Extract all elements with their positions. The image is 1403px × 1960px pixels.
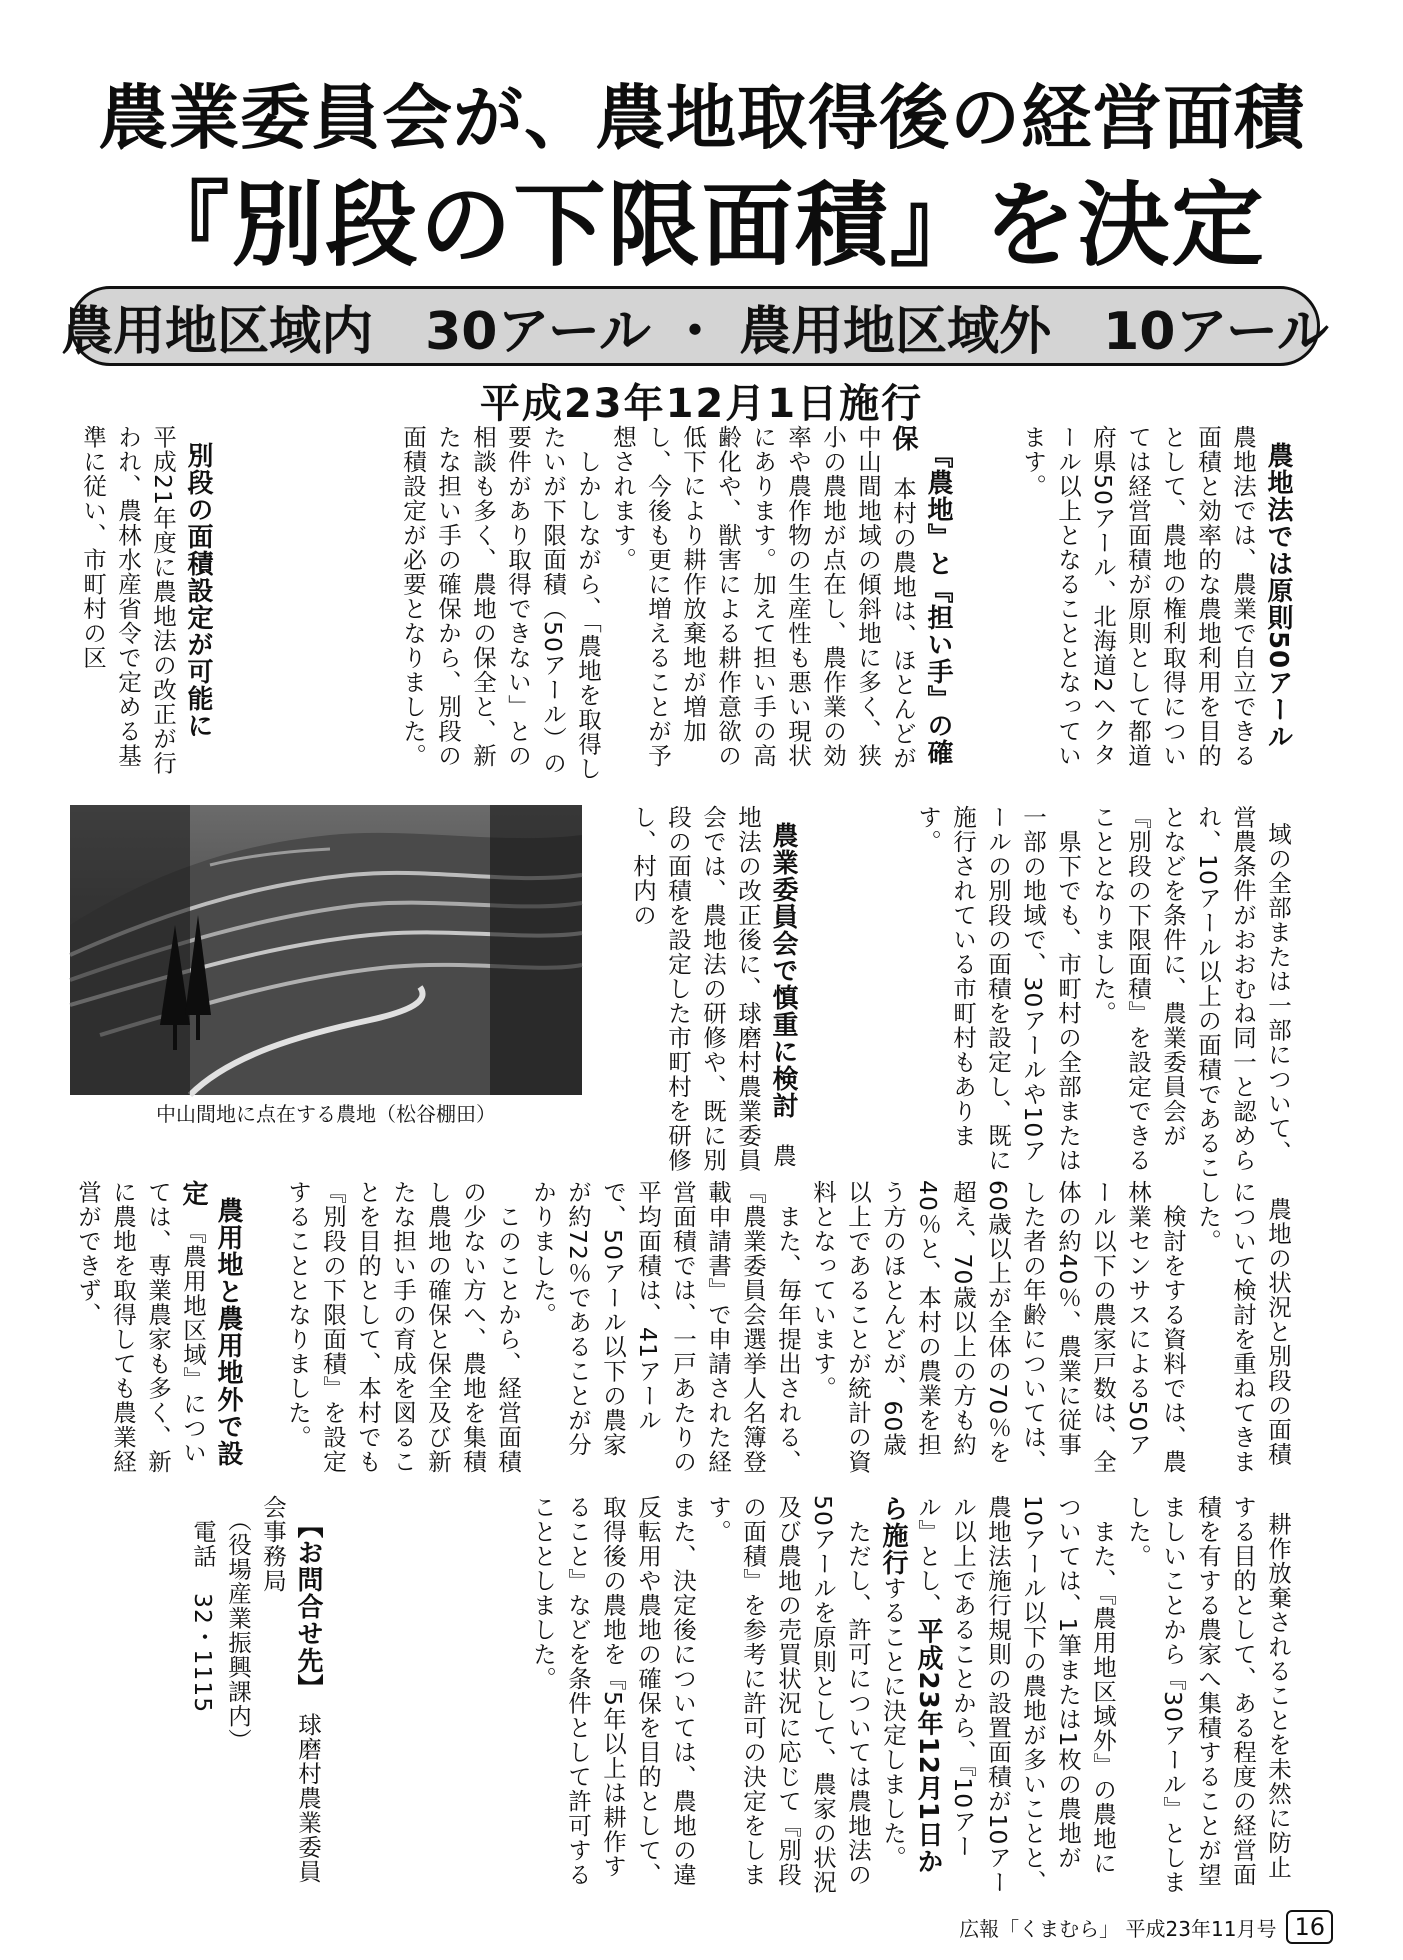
section-heading: 農業委員会で慎重に検討 <box>768 821 798 1119</box>
section-heading: 別段の面積設定が可能に <box>183 441 213 739</box>
section-heading: 農用地と農用地外で設定 <box>178 1180 243 1467</box>
section-survey-findings <box>284 1180 1330 1480</box>
section-body: 農地法の改正後に、球磨村農業委員会では、農地法の研修や、既に別段の面積を設定した市町村を研修し、村内の <box>629 805 797 1173</box>
effective-date: 平成23年12月1日施行 <box>479 381 924 427</box>
contact-title: 【お問合せ先】 <box>293 1511 323 1688</box>
section-heading: 『農地』と『担い手』の確保 <box>888 425 953 766</box>
section-body: 農地の状況と別段の面積について検討を重ねてきました。 検討をする資料では、農林業センサスによる50アール以下の農家戸数は、全体の約40％、農業に従事した者の年齢については、60歳以上が全体の70％を超え、70歳以上の方も約40％と、本村の農業を担う方のほとんどが、60歳以上であることが統計の資料となっています。 また、毎年提出される、『農業委員会選挙人名簿登載申請書』で申請された経営面積では、一戸あたりの平均面積は、41アールで、50アール以下の農家が約72％であることが分かりました。 このことから、経営面積の少ない方へ、農地を集積し農地の確保と保全及び新たな担い手の育成を図ることを目的として、本村でも『別段の下限面積』を設定することとなりました。 <box>284 1180 1292 1474</box>
section-body: 『農用地区域』については、専業農家も多く、新に農地を取得しても農業経営ができず、 <box>74 1180 207 1474</box>
section-area-distinction <box>70 1180 280 1480</box>
section-decision <box>370 1495 1330 1895</box>
section-committee-review <box>600 805 835 1180</box>
section-principle-50a <box>1010 425 1330 785</box>
section-farmland-and-successors <box>260 425 990 785</box>
contact-body: 球磨村農業委員会事務局 （役場産業振興課内） 電話 32・1115 <box>189 1495 322 1884</box>
effective-highlight: 平成23年12月1日から施行 <box>878 1495 943 1875</box>
section-body: することに決定しました。 ただし、許可については農地法の50アールを原則として、農家の状況及び農地の売買状況に応じて『別段の面積』を参考に許可の決定をします。 また、決定後については、農地の違反転用や農地の確保を目的として、取得後の農地を『5年以上は耕作すること』などを条件として許可することとしました。 <box>529 1495 907 1895</box>
publication-name: 広報「くまむら」 平成23年11月号 <box>959 1916 1277 1941</box>
section-body: 耕作放棄されることを未然に防止する目的として、ある程度の経営面積を有する農家へ集積することが望ましいことから『30アール』としました。 また、『農用地区域外』の農地については、1筆または1枚の農地が10アール以下の農地が多いことと、農地法施行規則の設置面積が10アール以上であることから、『10アール』とし、 <box>914 1495 1292 1895</box>
section-separate-area-continued <box>845 805 1330 1180</box>
page-number: 16 <box>1286 1910 1333 1944</box>
section-body: 本村の農地は、ほとんどが中山間地域の傾斜地に多く、狭小の農地が点在し、農作業の効率や農作物の生産性も悪い現状にあります。加えて担い手の高齢化や、獣害による耕作意欲の低下により耕作放棄地が増加し、今後も更に増えることが予想されます。 しかしながら、「農地を取得したいが下限面積（50アール）の要件があり取得できない」との相談も多く、農地の保全と、新たな担い手の確保から、別段の面積設定が必要となりました。 <box>399 425 917 781</box>
headline-line-1: 農業委員会が、農地取得後の経営面積 <box>98 77 1305 159</box>
section-body: 平成21年度に農地法の改正が行われ、農林水産省令で定める基準に従い、市町村の区 <box>79 425 212 776</box>
terraced-field-photo <box>70 805 582 1095</box>
page-footer <box>959 1910 1333 1944</box>
area-banner: 農用地区域内 30アール ・ 農用地区域外 10アール <box>70 286 1320 366</box>
contact-box <box>170 1495 360 1895</box>
section-separate-area-setting <box>70 425 250 785</box>
photo-caption: 中山間地に点在する農地（松谷棚田） <box>156 1102 496 1126</box>
section-body: 域の全部または一部について、営農条件がおおむね同一と認められ、10アール以上の面積であることなどを条件に、農業委員会が『別段の下限面積』を設定できることとなりました。 県下でも、市町村の全部または一部の地域で、30アールや10アールの別段の面積を設定し、既に施行されている市町村もあります。 <box>914 805 1292 1180</box>
section-heading: 農地法では原則50アール <box>1263 441 1293 751</box>
section-body: 農地法では、農業で自立できる面積と効率的な農地利用を目的として、農地の権利取得については経営面積が原則として都道府県50アール、北海道2ヘクタール以上となることとなっています。 <box>1019 425 1292 775</box>
headline-line-2: 『別段の下限面積』を決定 <box>137 172 1266 279</box>
